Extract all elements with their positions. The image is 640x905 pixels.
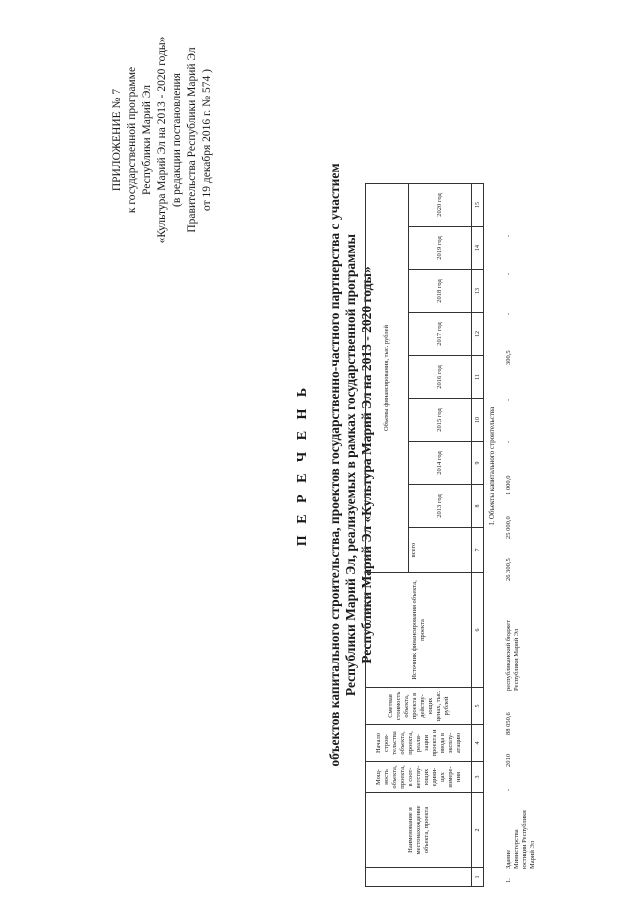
header-cell-year: 2019 год xyxy=(409,227,472,270)
row-total: 26 300,5 xyxy=(505,558,512,581)
column-number: 13 xyxy=(472,270,484,313)
title-heading: П Е Р Е Ч Е Н Ь xyxy=(295,383,310,547)
header-cell-year: 2014 год xyxy=(409,442,472,485)
header-cell-num xyxy=(366,868,472,887)
column-number: 8 xyxy=(472,485,484,528)
row-number: 1. xyxy=(505,878,512,883)
title-line: Республики Марий Эл «Культура Марий Эл на 2013 - 2020 годы» xyxy=(359,266,374,664)
column-number: 1 xyxy=(472,868,484,887)
column-number: 11 xyxy=(472,356,484,399)
row-2013: 25 000,0 xyxy=(505,516,512,539)
title-line: Республики Марий Эл, реализуемых в рамках государственной программы xyxy=(343,233,358,697)
approval-line: к государственной программе xyxy=(126,66,138,214)
column-number: 9 xyxy=(472,442,484,485)
header-cell-volumes: Объемы финансирования, тыс. рублей xyxy=(366,184,409,573)
column-number: 15 xyxy=(472,184,484,227)
row-2014: 1 000,0 xyxy=(505,475,512,495)
row-cost: 88 050,6 xyxy=(505,712,512,735)
section-title: I. Объекты капитального строительства xyxy=(488,406,496,525)
column-number: 2 xyxy=(472,793,484,868)
column-number: 14 xyxy=(472,227,484,270)
column-number: 6 xyxy=(472,573,484,688)
header-cell-start: Начало строи-тельства объекта, проекта, реали-зации проекта и ввода в эксплу-атацию xyxy=(366,725,472,762)
row-capacity: - xyxy=(505,788,512,791)
row-2018: - xyxy=(505,312,512,315)
header-cell-year: 2018 год xyxy=(409,270,472,313)
header-cell-year: 2016 год xyxy=(409,356,472,399)
table-header-row xyxy=(366,184,409,887)
column-number: 4 xyxy=(472,725,484,762)
row-2015: - xyxy=(505,440,512,443)
header-cell-cost: Сметная стоимость объекта, проекта в действу-ющих ценах, тыс. рублей xyxy=(366,688,472,725)
header-cell-name: Наименование и местонахождение объекта, проекта xyxy=(366,793,472,868)
approval-line: ПРИЛОЖЕНИЕ № 7 xyxy=(111,88,123,192)
row-2016: - xyxy=(505,398,512,401)
row-2020: - xyxy=(505,234,512,237)
row-2019: - xyxy=(505,272,512,275)
row-start: 2010 xyxy=(505,754,512,767)
approval-line: «Культура Марий Эл на 2013 - 2020 годы» xyxy=(156,36,168,244)
approval-line: (в редакции постановления xyxy=(171,73,183,207)
header-cell-year: 2015 год xyxy=(409,399,472,442)
column-number: 10 xyxy=(472,399,484,442)
objects-table xyxy=(365,183,484,887)
header-cell-year: 2013 год xyxy=(409,485,472,528)
approval-line: Правительства Республики Марий Эл xyxy=(186,47,198,233)
document-title xyxy=(295,85,375,845)
column-number: 7 xyxy=(472,528,484,573)
column-number: 3 xyxy=(472,762,484,793)
column-number: 12 xyxy=(472,313,484,356)
header-cell-total: всего xyxy=(409,528,472,573)
approval-block xyxy=(110,15,215,265)
row-2017: 300,5 xyxy=(505,350,512,365)
approval-line: Республики Марий Эл xyxy=(141,85,153,196)
column-number-row xyxy=(472,184,484,887)
title-line: объектов капитального строительства, проектов государственно-частного партнерства с участием xyxy=(327,163,342,767)
row-source: республиканский бюджет Республики Марий Эл xyxy=(505,619,520,691)
approval-line: от 19 декабря 2016 г. № 574 ) xyxy=(201,69,213,211)
header-cell-source: Источник финансирования объекта, проекта xyxy=(366,573,472,688)
column-number: 5 xyxy=(472,688,484,725)
header-cell-year: 2017 год xyxy=(409,313,472,356)
row-name: Здание Министерства юстиции Республики Марий Эл xyxy=(505,810,536,869)
header-cell-capacity: Мощ-ность объекта, проекта, в соот-ветству-ющих едини-цах измере-ния xyxy=(366,762,472,793)
header-cell-year: 2020 год xyxy=(409,184,472,227)
